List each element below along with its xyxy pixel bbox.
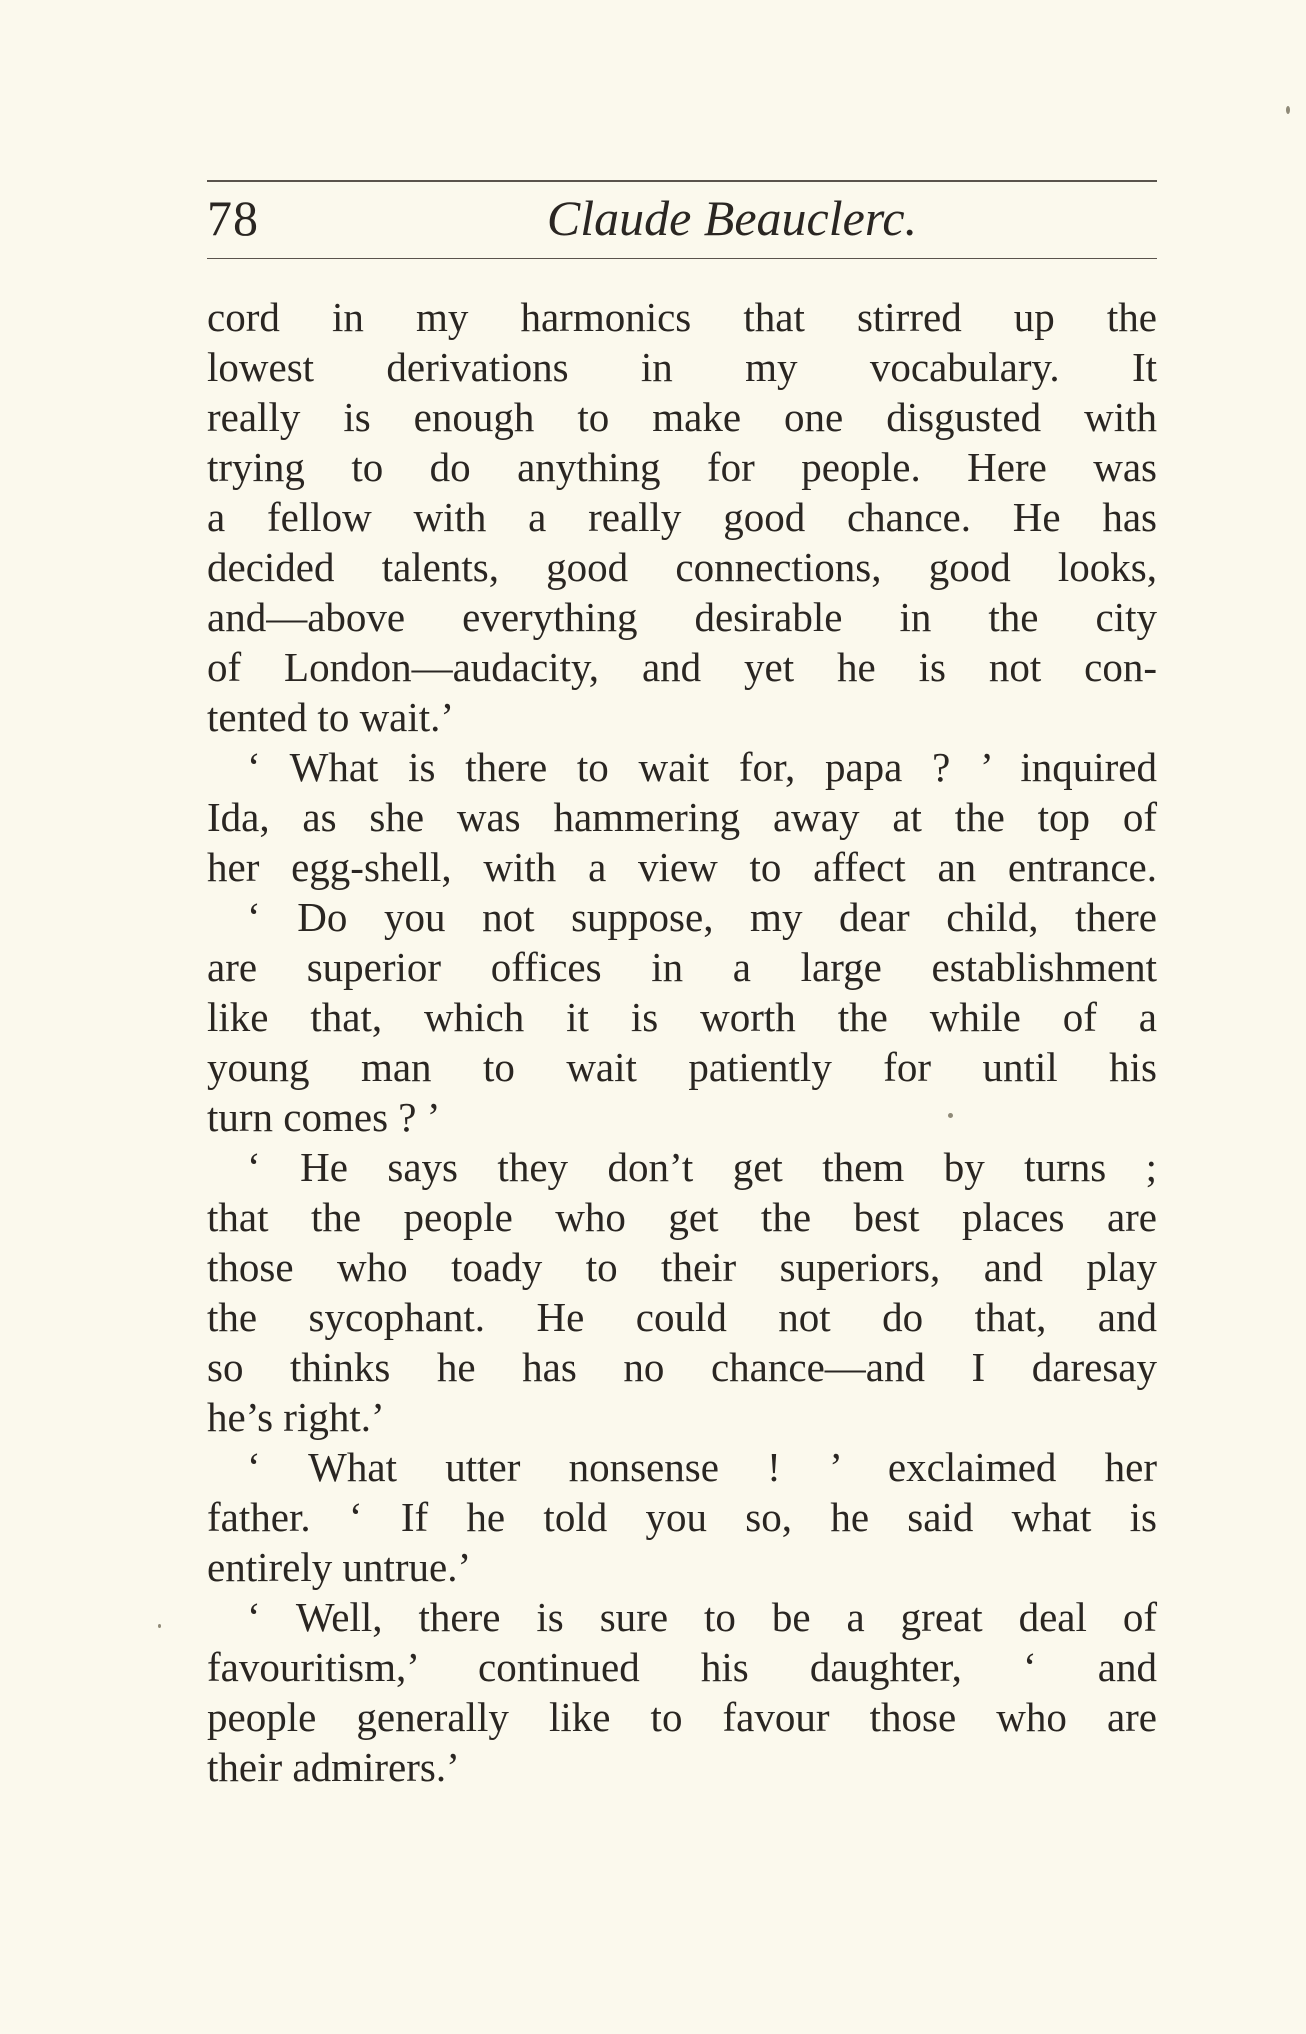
body-text <box>207 292 1157 1792</box>
text-line: the sycophant. He could not do that, and <box>207 1294 1157 1340</box>
text-line: that the people who get the best places are <box>207 1194 1157 1240</box>
text-line: he’s right.’ <box>207 1394 385 1440</box>
page-number: 78 <box>207 190 259 246</box>
text-line: those who toady to their superiors, and play <box>207 1244 1157 1290</box>
text-line: favouritism,’ continued his daughter, ‘ and <box>207 1644 1157 1690</box>
text-line: ‘ What is there to wait for, papa ? ’ inquired <box>247 744 1157 790</box>
text-line: trying to do anything for people. Here was <box>207 444 1157 490</box>
text-line: her egg-shell, with a view to affect an entrance. <box>207 844 1157 890</box>
header-bottom-rule <box>207 258 1157 259</box>
text-line: ‘ Do you not suppose, my dear child, there <box>247 894 1157 940</box>
text-line: people generally like to favour those who are <box>207 1694 1157 1740</box>
text-line: tented to wait.’ <box>207 694 455 740</box>
text-line: Ida, as she was hammering away at the top of <box>207 794 1157 840</box>
page-header <box>207 180 1157 246</box>
text-line: and—above everything desirable in the city <box>207 594 1157 640</box>
text-line: so thinks he has no chance—and I daresay <box>207 1344 1157 1390</box>
text-line: lowest derivations in my vocabulary. It <box>207 344 1157 390</box>
text-line: are superior offices in a large establishment <box>207 944 1157 990</box>
text-line: their admirers.’ <box>207 1744 460 1790</box>
text-line: decided talents, good connections, good looks, <box>207 544 1157 590</box>
running-title: Claude Beauclerc. <box>546 190 918 246</box>
text-line: ‘ Well, there is sure to be a great deal of <box>247 1594 1157 1640</box>
text-line: father. ‘ If he told you so, he said what is <box>207 1494 1157 1540</box>
text-line: young man to wait patiently for until his <box>207 1044 1157 1090</box>
text-line: ‘ What utter nonsense ! ’ exclaimed her <box>247 1444 1157 1490</box>
header-top-rule <box>207 180 1157 182</box>
text-line: really is enough to make one disgusted with <box>207 394 1157 440</box>
text-line: a fellow with a really good chance. He has <box>207 494 1157 540</box>
paper-speck <box>158 1624 161 1628</box>
text-line: entirely untrue.’ <box>207 1544 472 1590</box>
text-line: ‘ He says they don’t get them by turns ; <box>247 1144 1157 1190</box>
text-line: like that, which it is worth the while of a <box>207 994 1157 1040</box>
text-line: cord in my harmonics that stirred up the <box>207 294 1157 340</box>
paper-speck <box>948 1113 953 1118</box>
text-line: turn comes ? ’ <box>207 1094 441 1140</box>
text-line: of London—audacity, and yet he is not con- <box>207 644 1157 690</box>
paper-speck <box>1286 106 1290 114</box>
